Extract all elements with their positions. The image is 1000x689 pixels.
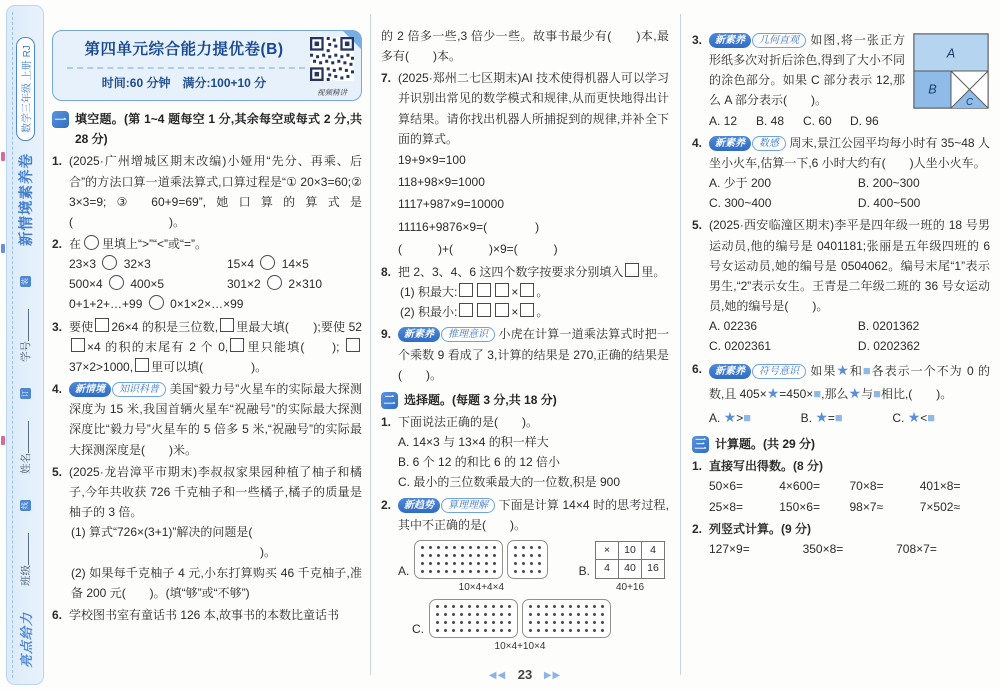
prev-page-arrows: ◀◀ <box>488 670 507 681</box>
fill-box <box>495 303 509 317</box>
fill-q6-continued: 的 2 倍多一些,3 倍少一些。故事书最少有( )本,最多有( )本。 <box>381 29 669 64</box>
compare-circle <box>109 275 124 290</box>
option-c: C. 最小的三位数乘最大的一位数,积是 900 <box>398 475 621 490</box>
fill-box <box>95 318 109 332</box>
choice-option-b-figure <box>579 541 665 597</box>
multiplication-table: × 10 4 4 40 16 <box>595 541 665 579</box>
question-text: 在 里填上“>”“<”或“=”。 <box>69 237 208 252</box>
question-number: 4. <box>692 135 703 150</box>
star-symbol: ★ <box>907 408 921 425</box>
sub-question-1: (1) 算式“726×(3+1)”解决的问题是( <box>71 525 253 540</box>
question-number: 3. <box>692 33 703 47</box>
name-field: 姓名 <box>18 421 33 474</box>
question-text: 学校图书室有童话书 126 本,故事书的本数比童话书 <box>69 607 340 622</box>
options-row: C. 300~400 D. 400~500 <box>709 196 921 211</box>
badge-reasoning: 推理意识 <box>441 327 495 342</box>
compare-row: 500×4 400×5 301×2 2×310 <box>69 277 323 292</box>
star-symbol: ★ <box>848 385 862 402</box>
question-number: 9. <box>381 327 392 342</box>
option-b: B. 6 个 12 的和比 6 的 12 倍小 <box>398 455 561 470</box>
question-text: 周末,景江公园平均每小时有 35~48 人坐小火车,估算一下,6 小时大约有( )人坐小火车。 <box>709 135 990 170</box>
compare-circle <box>149 295 164 310</box>
figure-label-a: A <box>946 46 956 61</box>
question-text: 美国“毅力号”火星车的实际最大探测深度为 15 米,我国首辆火星车“祝融号”的实际最大探测深度比“毅力号”火星车的 5 倍多 5 米,“祝融号”的实际最大探测深度是( )米。 <box>69 382 362 457</box>
question-number: 1. <box>692 459 703 474</box>
options-row: A. 少于 200 B. 200~300 <box>709 176 920 191</box>
print-mark <box>1 152 5 161</box>
series-title: 新情境素养卷 <box>18 152 35 246</box>
choice-q4 <box>692 133 990 214</box>
equation-line: ( )+( )×9=( ) <box>398 241 558 256</box>
options-row: A. 12 B. 48 C. 60 D. 96 <box>709 113 879 128</box>
brand-logo: 亮点给力 <box>18 611 34 668</box>
question-number: 6. <box>692 361 703 376</box>
question-number: 5. <box>692 218 703 233</box>
studentid-field: 学号 <box>18 309 33 362</box>
compare-circle <box>260 255 275 270</box>
question-text: 列竖式计算。(9 分) <box>709 521 812 536</box>
fill-q1 <box>52 151 362 232</box>
equation-line: 118+98×9=1000 <box>398 175 485 190</box>
calc-q2 <box>692 519 990 559</box>
choice-q6 <box>692 359 990 430</box>
section-choice-header <box>381 390 669 410</box>
question-text: (2025·龙岩漳平市期末)李叔叔家果园种植了柚子和橘子,今年共收获 726 千克柚子和一些橘子,橘子的质量是柚子的 3 倍。 <box>69 464 362 520</box>
fill-q2 <box>52 234 362 315</box>
fill-box <box>520 303 534 317</box>
section-fill-header <box>52 109 362 149</box>
fill-q7 <box>381 68 669 260</box>
fill-q6 <box>52 605 362 625</box>
choice-q3 <box>692 30 990 131</box>
fill-box <box>346 338 360 352</box>
badge-new-literacy: 新素养 <box>398 327 440 342</box>
option-label: C. <box>412 622 424 637</box>
column-3 <box>692 28 990 559</box>
badge-new-literacy: 新素养 <box>709 33 751 48</box>
choice-option-c-figure <box>412 599 669 656</box>
fill-q5 <box>52 462 362 603</box>
star-symbol: ★ <box>766 385 780 402</box>
square-symbol: ■ <box>813 386 822 402</box>
figure-caption: 10×4+10×4 <box>494 640 546 652</box>
square-symbol: ■ <box>743 409 752 425</box>
question-number: 8. <box>381 264 392 279</box>
fill-box <box>625 263 639 277</box>
oral-calc-row: 25×8= 150×6= 98×7≈ 7×502≈ <box>709 499 961 514</box>
qr-caption: 视频精讲 <box>317 88 347 98</box>
dot-array <box>414 540 503 579</box>
page-title: 第四单元综合能力提优卷(B) <box>84 41 284 58</box>
series-badge: 数学三年级 上册 RJ <box>16 37 35 141</box>
question-number: 1. <box>52 154 63 169</box>
fill-box <box>459 303 473 317</box>
dot-array <box>429 599 518 638</box>
equation-line: 1117+987×9=10000 <box>398 197 505 212</box>
square-symbol: ■ <box>927 409 936 425</box>
equation-line: 19+9×9=100 <box>398 152 466 167</box>
print-mark <box>1 244 5 253</box>
fill-box <box>520 283 534 297</box>
star-symbol: ★ <box>836 361 850 378</box>
fold-paper-figure <box>912 32 990 110</box>
next-page-arrows: ▶▶ <box>543 670 562 681</box>
column-divider <box>680 14 681 675</box>
fill-box <box>135 358 149 372</box>
question-text: 如果★和■各表示一个不为 0 的数,且 405×★=450×■,那么★与■相比,( )。 <box>709 361 990 402</box>
figure-caption: 40+16 <box>615 581 645 593</box>
section-title: 选择题。(每题 3 分,共 18 分) <box>404 392 557 407</box>
star-symbol: ★ <box>723 408 737 425</box>
dot-array <box>507 540 548 579</box>
question-number: 1. <box>381 414 392 429</box>
class-blank-line <box>19 533 29 565</box>
fill-q3 <box>52 317 362 377</box>
oral-calc-row: 50×6= 4×600= 70×8= 401×8= <box>709 479 961 494</box>
question-number: 5. <box>52 464 63 479</box>
question-text: 小虎在计算一道乘法算式时把一个乘数 9 看成了 3,计算的结果是 270,正确的结果是( )。 <box>398 327 669 382</box>
equation-line: 11116+9876×9=( ) <box>398 219 540 234</box>
figure-label-c: C <box>966 97 974 109</box>
question-number: 6. <box>52 607 63 622</box>
square-symbol: ■ <box>862 362 872 378</box>
sub-question-2: (2) 积最小: × 。 <box>400 305 549 320</box>
binding-mark-icon: 订 <box>20 388 31 399</box>
binding-mark-icon: 装 <box>20 276 31 287</box>
badge-new-literacy: 新素养 <box>709 136 751 151</box>
badge-number-sense: 数感 <box>752 136 786 151</box>
fill-q9 <box>381 324 669 384</box>
choice-q2 <box>381 495 669 656</box>
badge-arithmetic: 算理理解 <box>441 498 495 513</box>
badge-symbol-sense: 符号意识 <box>752 364 806 379</box>
fill-q8 <box>381 262 669 322</box>
badge-geometry: 几何直观 <box>752 33 806 48</box>
name-blank-line <box>19 421 29 453</box>
section-title: 计算题。(共 29 分) <box>715 437 816 452</box>
question-text: (2025·西安临潼区期末)李平是四年级一班的 18 号男运动员,他的编号是 0401181;张丽是五年级四班的 6 号女运动员,她的编号是 0504062。编号末尾“1”表示男生,“2”表示女生。王青是二年级二班的 36 号女运动员,她的编号是( )。 <box>709 218 990 314</box>
page-number: 23 <box>517 667 533 682</box>
square-symbol: ■ <box>873 386 881 402</box>
binding-mark-icon: 线 <box>20 500 31 511</box>
section-title: 填空题。(第 1~4 题每空 1 分,其余每空或每式 2 分,共 28 分) <box>75 112 362 147</box>
options-row: A. 02236 B. 0201362 <box>709 319 920 334</box>
binding-sidebar <box>6 5 44 685</box>
fill-q4 <box>52 379 362 460</box>
calc-q1 <box>692 456 990 516</box>
class-field: 班级 <box>18 533 33 586</box>
question-number: 3. <box>52 319 63 334</box>
question-text: 把 2、3、4、6 这四个数字按要求分别填入 里。 <box>398 264 666 279</box>
question-text: 直接写出得数。(8 分) <box>709 459 824 474</box>
question-number: 2. <box>381 497 392 512</box>
figure-label-b: B <box>928 82 937 97</box>
sub-question-2: (2) 如果每千克柚子 4 元,小东打算购买 46 千克柚子,准备 200 元( )。(填“够”或“不够”) <box>71 565 362 600</box>
fill-box <box>230 338 244 352</box>
column-divider <box>370 14 371 675</box>
fill-box <box>477 283 491 297</box>
qr-code-icon <box>310 37 354 81</box>
option-label: B. <box>578 563 590 578</box>
compare-circle <box>267 275 282 290</box>
dot-array <box>522 599 611 638</box>
fill-box <box>71 338 85 352</box>
figure-options-row <box>398 540 669 597</box>
test-meta: 时间:60 分钟 满分:100+10 分 <box>101 75 267 90</box>
column-1 <box>52 30 362 625</box>
question-text: 下面说法正确的是( )。 <box>398 414 538 429</box>
options-row: C. 0202361 D. 0202362 <box>709 339 920 354</box>
studentid-blank-line <box>19 309 29 341</box>
page-footer <box>381 667 669 682</box>
section-number-badge: 一 <box>52 111 69 128</box>
title-divider <box>67 67 305 69</box>
column-calc-row: 127×9= 350×8= 708×7= <box>709 541 937 556</box>
question-text: (2025·广州增城区期末改编)小娅用“先分、再乘、后合”的方法口算一道乘法算式,口算过程是“① 20×3=60;② 3×3=9;③ 60+9=69”,她口算的算式是( )。 <box>69 154 362 229</box>
choice-option-a-figure <box>398 540 548 597</box>
test-title-panel <box>52 30 362 101</box>
compare-circle <box>84 235 99 250</box>
section-number-badge: 二 <box>381 392 398 409</box>
badge-knowledge: 知识科普 <box>112 382 166 397</box>
sub-question-1-end: )。 <box>260 545 276 560</box>
square-symbol: ■ <box>834 409 843 425</box>
options-row: A. ★>■ B. ★=■ C. ★<■ <box>709 408 936 425</box>
sub-question-1: (1) 积最大: × 。 <box>400 285 549 300</box>
compare-row: 0+1+2+…+99 0×1×2×…×99 <box>69 297 244 312</box>
column-2 <box>381 26 669 656</box>
question-number: 7. <box>381 71 392 86</box>
figure-caption: 10×4+4×4 <box>458 581 504 593</box>
section-calc-header <box>692 434 990 454</box>
badge-new-context: 新情境 <box>69 382 111 397</box>
star-symbol: ★ <box>815 408 828 425</box>
question-text: 如图,将一张正方形纸多次对折后涂色,得到了大小不同的涂色部分。如果 C 部分表示 12,那么 A 部分表示( )。 <box>709 33 905 108</box>
question-text: 要使 26×4 的积是三位数, 里最大填( );要使 52×4 的积的末尾有 2 个 0, 里只能填( ); 37×2>1000, 里可以填( )。 <box>69 319 362 374</box>
question-text: (2025·郑州二七区期末)AI 技术使得机器人可以学习并识别出常见的数学模式和规律,从而更快地得出计算结果。请你找出机器人所捕捉到的规律,并补全下面的算式。 <box>398 71 669 146</box>
qr-code <box>309 37 355 97</box>
fill-box <box>459 283 473 297</box>
badge-new-trend: 新趋势 <box>398 498 440 513</box>
section-number-badge: 三 <box>692 436 709 453</box>
question-number: 4. <box>52 382 63 397</box>
choice-q5 <box>692 215 990 356</box>
fill-box <box>495 283 509 297</box>
choice-q1 <box>381 412 669 493</box>
question-number: 2. <box>52 237 63 252</box>
print-mark <box>1 436 5 445</box>
option-a: A. 14×3 与 13×4 的积一样大 <box>398 435 549 450</box>
compare-circle <box>102 255 117 270</box>
badge-new-literacy: 新素养 <box>709 364 751 379</box>
question-text: 下面是计算 14×4 时的思考过程,其中不正确的是( )。 <box>398 497 669 532</box>
compare-row: 23×3 32×3 15×4 14×5 <box>69 257 309 272</box>
question-number: 2. <box>692 521 703 536</box>
option-label: A. <box>398 563 410 578</box>
fill-box <box>220 318 234 332</box>
fill-box <box>477 303 491 317</box>
